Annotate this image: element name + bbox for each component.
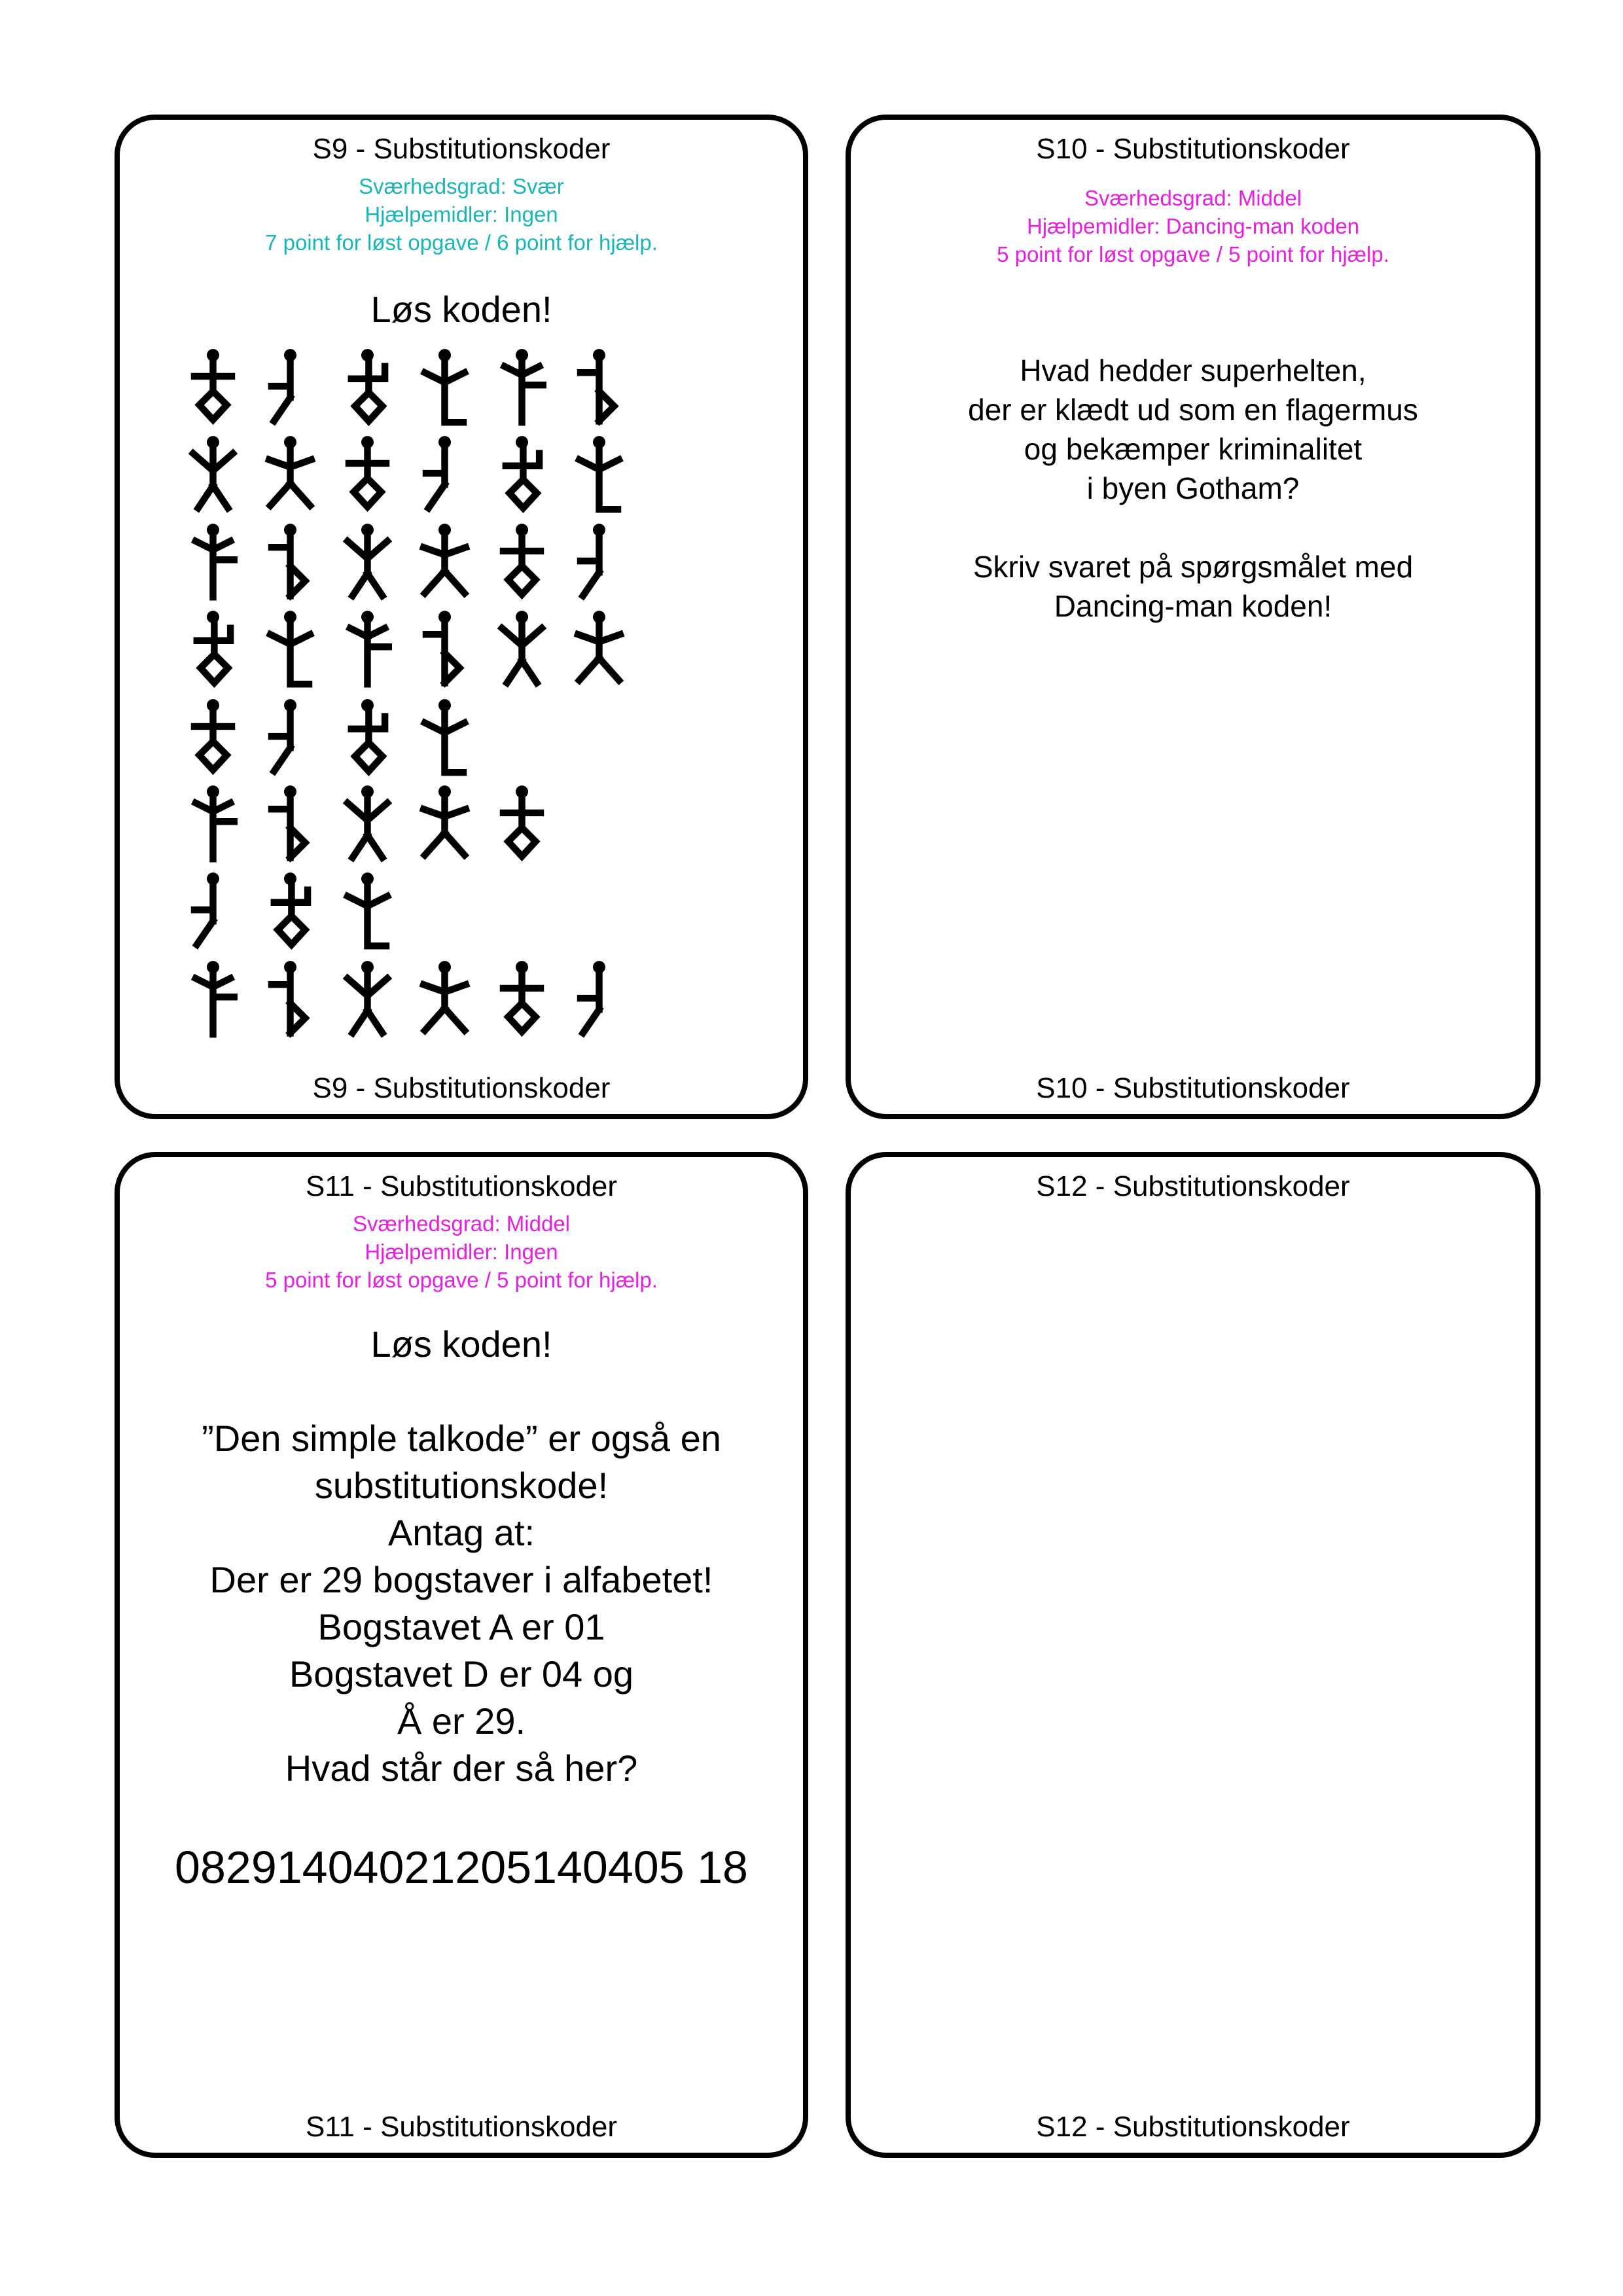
- dancing-man-figure-icon: [568, 346, 630, 431]
- dancing-man-figure-icon: [414, 520, 476, 605]
- points-label: 5 point for løst opgave / 5 point for hjælp.: [265, 1268, 658, 1292]
- dancing-man-figure-icon: [336, 958, 399, 1043]
- aids-label: Hjælpemidler: Ingen: [365, 1240, 558, 1264]
- card-footer: S9 - Substitutionskoder: [312, 1072, 611, 1104]
- dancing-man-figure-icon: [182, 958, 244, 1043]
- card-footer: S11 - Substitutionskoder: [305, 2111, 618, 2143]
- question-line: Hvad hedder superhelten,: [1020, 353, 1366, 387]
- dancing-man-figure-icon: [568, 958, 630, 1043]
- dancing-man-figure-icon: [259, 696, 321, 781]
- dancing-man-figure-icon: [491, 433, 553, 518]
- dancing-man-figure-icon: [491, 346, 553, 431]
- dancing-man-figure-icon: [491, 607, 553, 692]
- card-header: S10 - Substitutionskoder: [1036, 133, 1350, 165]
- dancing-man-figure-icon: [182, 433, 244, 518]
- dancing-man-figure-icon: [491, 958, 553, 1043]
- question-line: og bekæmper kriminalitet: [1024, 432, 1363, 466]
- dancing-man-figure-icon: [182, 346, 244, 431]
- dancing-man-figure-icon: [336, 782, 399, 867]
- question-line: der er klædt ud som en flagermus: [968, 393, 1418, 427]
- card-s9: [115, 115, 808, 1119]
- dancing-man-figure-icon: [414, 696, 476, 781]
- task-line: Bogstavet D er 04 og: [289, 1653, 634, 1695]
- dancing-man-figure-icon: [568, 607, 630, 692]
- task-line: Bogstavet A er 01: [317, 1606, 605, 1647]
- card-s10: [846, 115, 1541, 1119]
- dancing-man-figure-icon: [336, 869, 399, 954]
- dancing-man-figure-icon: [182, 607, 244, 692]
- dancing-man-figure-icon: [568, 433, 630, 518]
- task-line: ”Den simple talkode” er også en: [202, 1418, 721, 1459]
- dancing-man-figure-icon: [414, 433, 476, 518]
- dancing-man-figure-icon: [259, 346, 321, 431]
- dancing-man-figure-icon: [259, 869, 321, 954]
- task-line: substitutionskode!: [314, 1465, 609, 1506]
- dancing-man-figure-icon: [336, 607, 399, 692]
- dancing-man-figure-icon: [182, 782, 244, 867]
- question-text: [851, 351, 1535, 626]
- card-header: S9 - Substitutionskoder: [312, 133, 611, 165]
- dancing-man-figure-icon: [414, 782, 476, 867]
- aids-label: Hjælpemidler: Dancing-man koden: [1026, 214, 1360, 238]
- aids-label: Hjælpemidler: Ingen: [365, 202, 558, 226]
- card-s11: [115, 1152, 808, 2158]
- dancing-man-figure-icon: [182, 869, 244, 954]
- dancing-man-figure-icon: [182, 520, 244, 605]
- dancing-man-figure-icon: [336, 696, 399, 781]
- dancing-man-figure-icon: [568, 520, 630, 605]
- task-line: Der er 29 bogstaver i alfabetet!: [209, 1559, 713, 1600]
- question-line: Dancing-man koden!: [1054, 589, 1332, 623]
- card-header: S12 - Substitutionskoder: [1036, 1170, 1350, 1202]
- task-line: [120, 1368, 803, 1415]
- task-line: Antag at:: [387, 1512, 535, 1553]
- dancing-man-code: [120, 120, 803, 1114]
- difficulty-label: Sværhedsgrad: Middel: [1084, 186, 1302, 210]
- task-line: Hvad står der så her?: [285, 1748, 638, 1789]
- points-label: 7 point for løst opgave / 6 point for hjælp.: [265, 230, 658, 255]
- card-footer: S12 - Substitutionskoder: [1036, 2111, 1350, 2143]
- card-header: S11 - Substitutionskoder: [305, 1170, 618, 1202]
- question-line: [851, 508, 1535, 547]
- dancing-man-figure-icon: [414, 607, 476, 692]
- task-line: Å er 29.: [397, 1700, 526, 1742]
- card-footer: S10 - Substitutionskoder: [1036, 1072, 1350, 1104]
- card-s12: [846, 1152, 1541, 2158]
- dancing-man-figure-icon: [414, 958, 476, 1043]
- dancing-man-figure-icon: [259, 433, 321, 518]
- difficulty-label: Sværhedsgrad: Middel: [353, 1211, 570, 1236]
- task-text: [120, 1321, 803, 1792]
- dancing-man-figure-icon: [336, 433, 399, 518]
- dancing-man-figure-icon: [336, 520, 399, 605]
- dancing-man-figure-icon: [259, 958, 321, 1043]
- dancing-man-figure-icon: [336, 346, 399, 431]
- dancing-man-figure-icon: [182, 696, 244, 781]
- dancing-man-figure-icon: [491, 520, 553, 605]
- task-line: Løs koden!: [370, 1323, 552, 1365]
- instruction-text: Løs koden!: [370, 289, 552, 330]
- question-line: i byen Gotham?: [1086, 471, 1300, 505]
- question-line: Skriv svaret på spørgsmålet med: [972, 550, 1414, 584]
- dancing-man-figure-icon: [491, 782, 553, 867]
- dancing-man-figure-icon: [414, 346, 476, 431]
- dancing-man-figure-icon: [259, 520, 321, 605]
- dancing-man-figure-icon: [259, 607, 321, 692]
- points-label: 5 point for løst opgave / 5 point for hjælp.: [997, 242, 1389, 266]
- number-code: 08291404021205140405 18: [175, 1842, 748, 1893]
- dancing-man-figure-icon: [259, 782, 321, 867]
- difficulty-label: Sværhedsgrad: Svær: [359, 174, 564, 198]
